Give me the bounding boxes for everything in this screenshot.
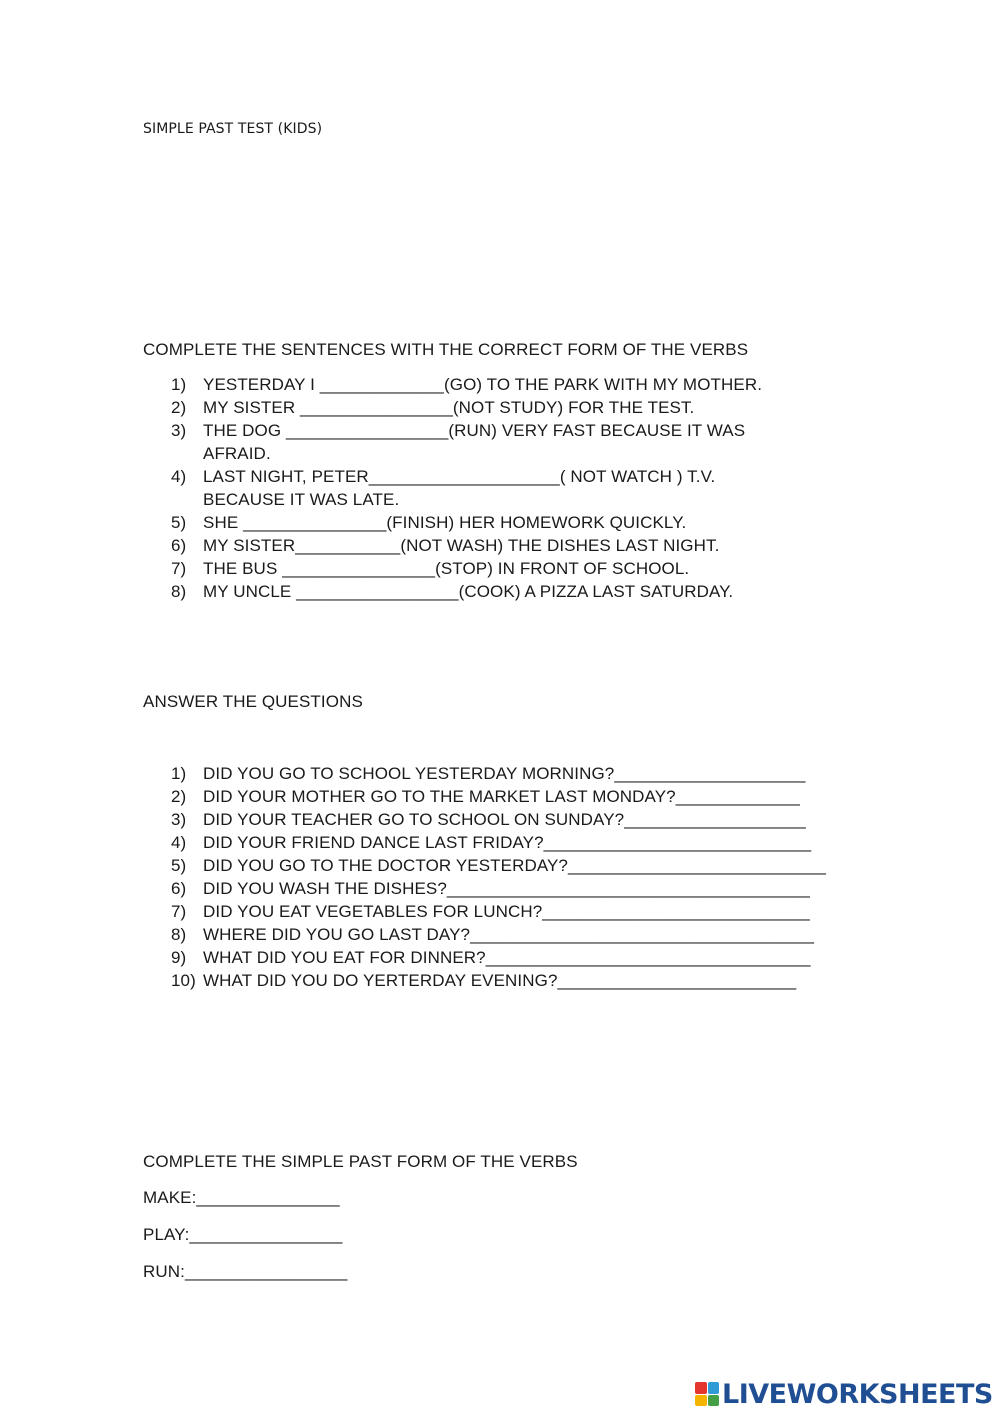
list-item: 5) DID YOU GO TO THE DOCTOR YESTERDAY?___________________________ — [171, 856, 826, 875]
section1-list — [171, 373, 861, 603]
list-item: 3) DID YOUR TEACHER GO TO SCHOOL ON SUNDAY?___________________ — [171, 810, 806, 829]
section1-heading: COMPLETE THE SENTENCES WITH THE CORRECT FORM OF THE VERBS — [143, 340, 749, 359]
list-item: 3) THE DOG _________________(RUN) VERY FAST BECAUSE IT WAS AFRAID. — [171, 421, 750, 463]
section2-heading: ANSWER THE QUESTIONS — [143, 692, 363, 711]
badge-square-red — [695, 1382, 707, 1394]
liveworksheets-badge-icon — [695, 1382, 719, 1406]
badge-square-yellow — [695, 1395, 707, 1407]
verb-line-play: PLAY:________________ — [143, 1225, 343, 1244]
verb-line-make: MAKE:_______________ — [143, 1188, 340, 1207]
section3-heading: COMPLETE THE SIMPLE PAST FORM OF THE VERBS — [143, 1152, 578, 1171]
list-item: 9) WHAT DID YOU EAT FOR DINNER?__________________________________ — [171, 948, 811, 967]
liveworksheets-logo — [695, 1376, 993, 1412]
list-item: 2) MY SISTER ________________(NOT STUDY) FOR THE TEST. — [171, 398, 695, 417]
list-item: 7) THE BUS ________________(STOP) IN FRONT OF SCHOOL. — [171, 559, 690, 578]
verb-line-run: RUN:_________________ — [143, 1262, 348, 1281]
list-item: 4) LAST NIGHT, PETER____________________( NOT WATCH ) T.V. BECAUSE IT WAS LATE. — [171, 467, 721, 509]
list-item: 4) DID YOUR FRIEND DANCE LAST FRIDAY?____________________________ — [171, 833, 812, 852]
list-item: 6) MY SISTER___________(NOT WASH) THE DISHES LAST NIGHT. — [171, 536, 720, 555]
document-title: SIMPLE PAST TEST (KIDS) — [143, 121, 323, 137]
badge-square-blue — [708, 1382, 720, 1394]
list-item: 8) WHERE DID YOU GO LAST DAY?____________________________________ — [171, 925, 815, 944]
section2-list — [171, 762, 861, 992]
badge-square-green — [708, 1395, 720, 1407]
list-item: 5) SHE _______________(FINISH) HER HOMEWORK QUICKLY. — [171, 513, 687, 532]
list-item: 8) MY UNCLE _________________(COOK) A PIZZA LAST SATURDAY. — [171, 582, 734, 601]
liveworksheets-wordmark: LIVEWORKSHEETS — [722, 1378, 993, 1410]
list-item: 10) WHAT DID YOU DO YERTERDAY EVENING?_________________________ — [171, 971, 797, 990]
list-item: 2) DID YOUR MOTHER GO TO THE MARKET LAST MONDAY?_____________ — [171, 787, 800, 806]
list-item: 7) DID YOU EAT VEGETABLES FOR LUNCH?____________________________ — [171, 902, 810, 921]
list-item: 1) DID YOU GO TO SCHOOL YESTERDAY MORNING?____________________ — [171, 764, 806, 783]
list-item: 6) DID YOU WASH THE DISHES?______________________________________ — [171, 879, 810, 898]
list-item: 1) YESTERDAY I _____________(GO) TO THE PARK WITH MY MOTHER. — [171, 375, 763, 394]
